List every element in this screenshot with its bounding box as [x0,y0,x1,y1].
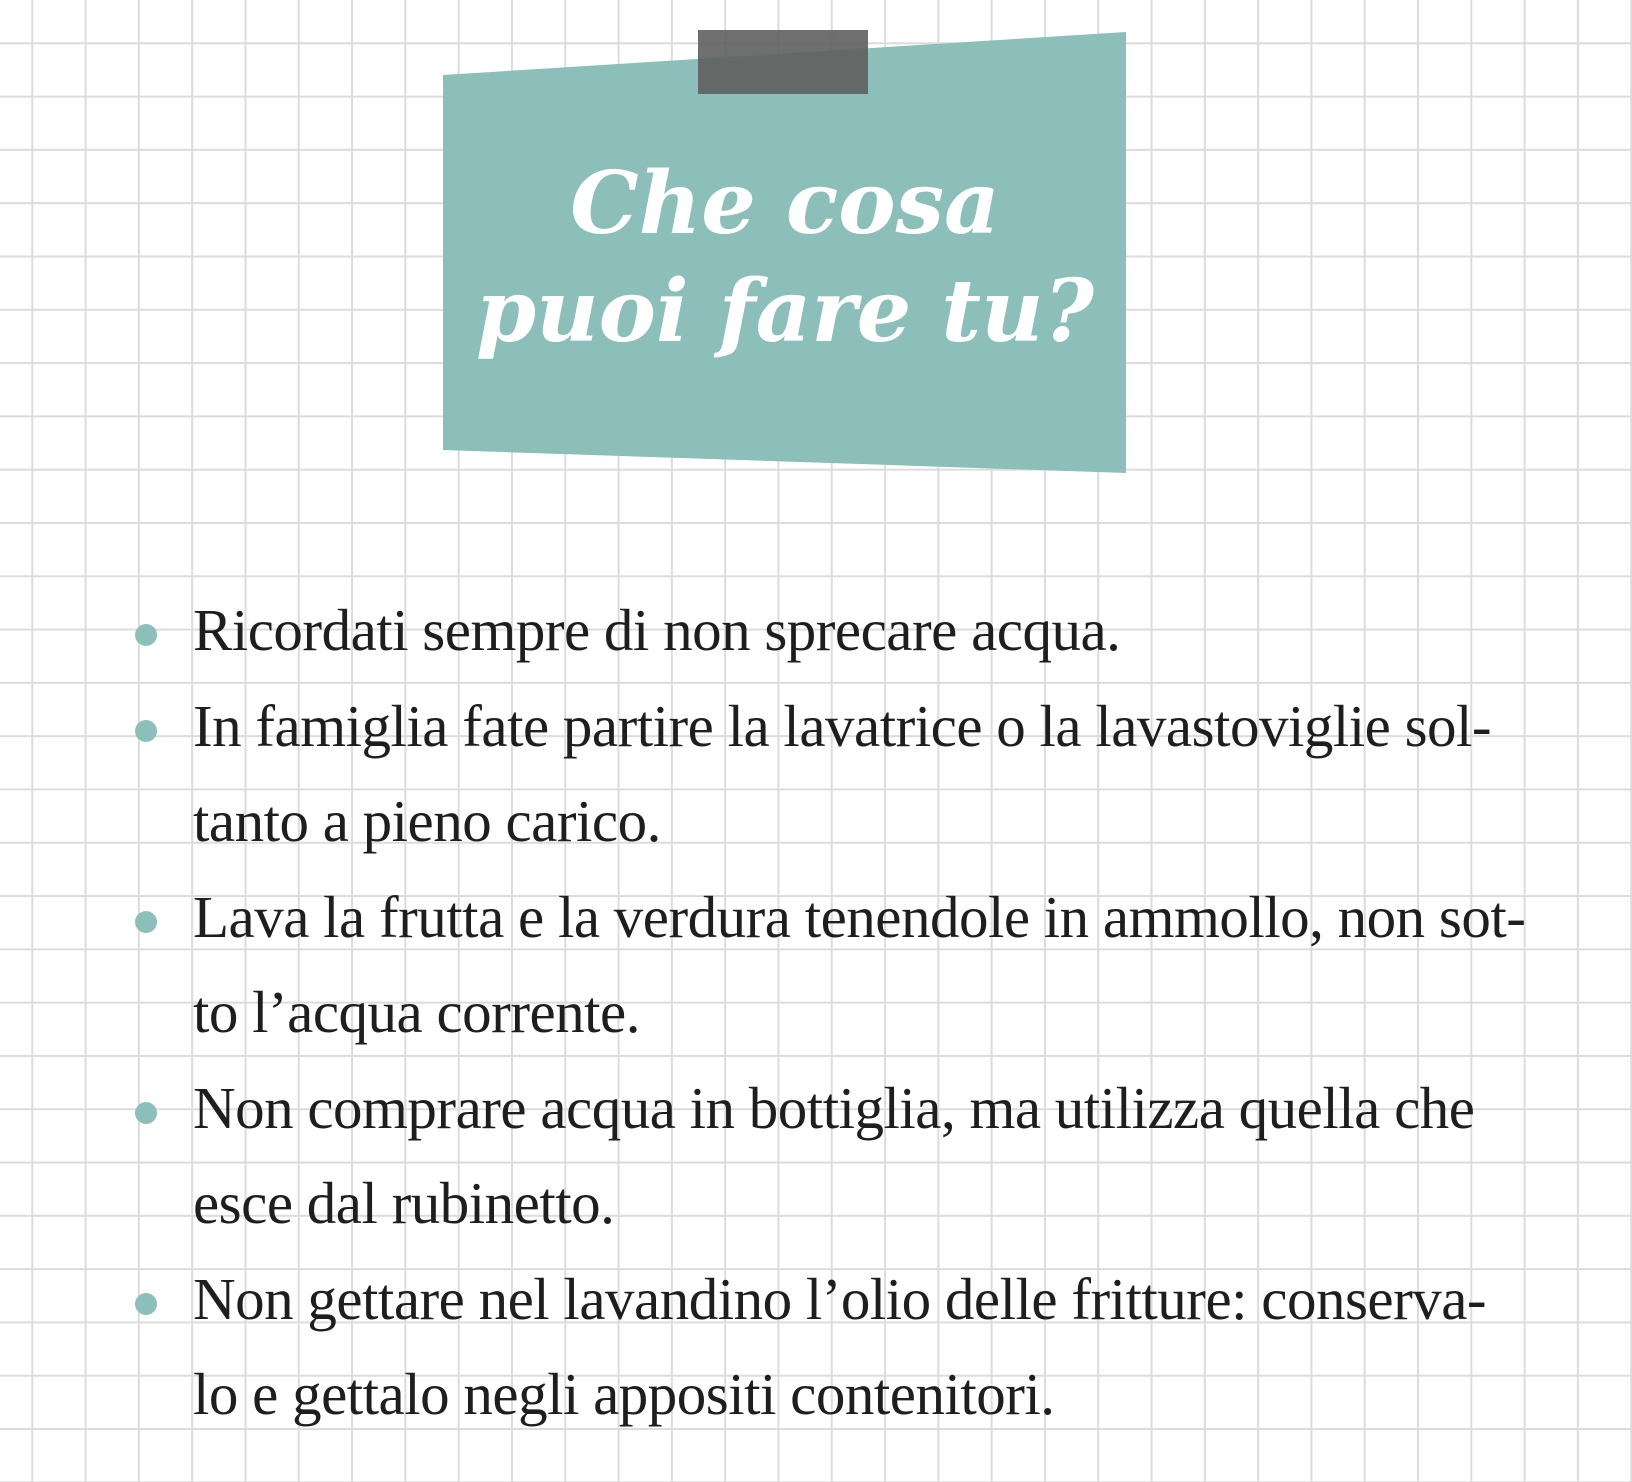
bullet-icon [135,624,157,646]
tip-text-line: Non gettare nel lavandino l’olio delle fritture: conserva- [193,1265,1487,1332]
tip-text-line: esce dal rubinetto. [193,1170,615,1236]
tips-list [135,583,1526,1443]
list-item [135,583,1505,679]
list-item [135,1061,1505,1252]
tip-text-line: Ricordati sempre di non sprecare acqua. [193,597,1121,663]
title-card [0,0,1632,500]
list-item [135,870,1526,1061]
bullet-icon [135,1293,157,1315]
tip-text-line: to l’acqua corrente. [193,979,640,1045]
bullet-icon [135,720,157,742]
tip-text-line: Non comprare acqua in bottiglia, ma utilizza quella che [193,1074,1475,1141]
list-item [135,1252,1505,1443]
bullet-icon [135,911,157,933]
tip-text-line: In famiglia fate partire la lavatrice o la lavastoviglie sol- [193,692,1492,759]
tape-strip [698,30,868,94]
tip-text-line: Lava la frutta e la verdura tenendole in ammollo, non sot- [193,883,1526,950]
tip-text-line: tanto a pieno carico. [193,788,661,854]
tip-text-line: lo e gettalo negli appositi contenitori. [193,1361,1055,1427]
list-item [135,679,1505,870]
bullet-icon [135,1102,157,1124]
page-title [443,150,1127,366]
title-line-1: Che cosa [570,153,1000,254]
title-line-2: puoi fare tu? [476,261,1094,362]
